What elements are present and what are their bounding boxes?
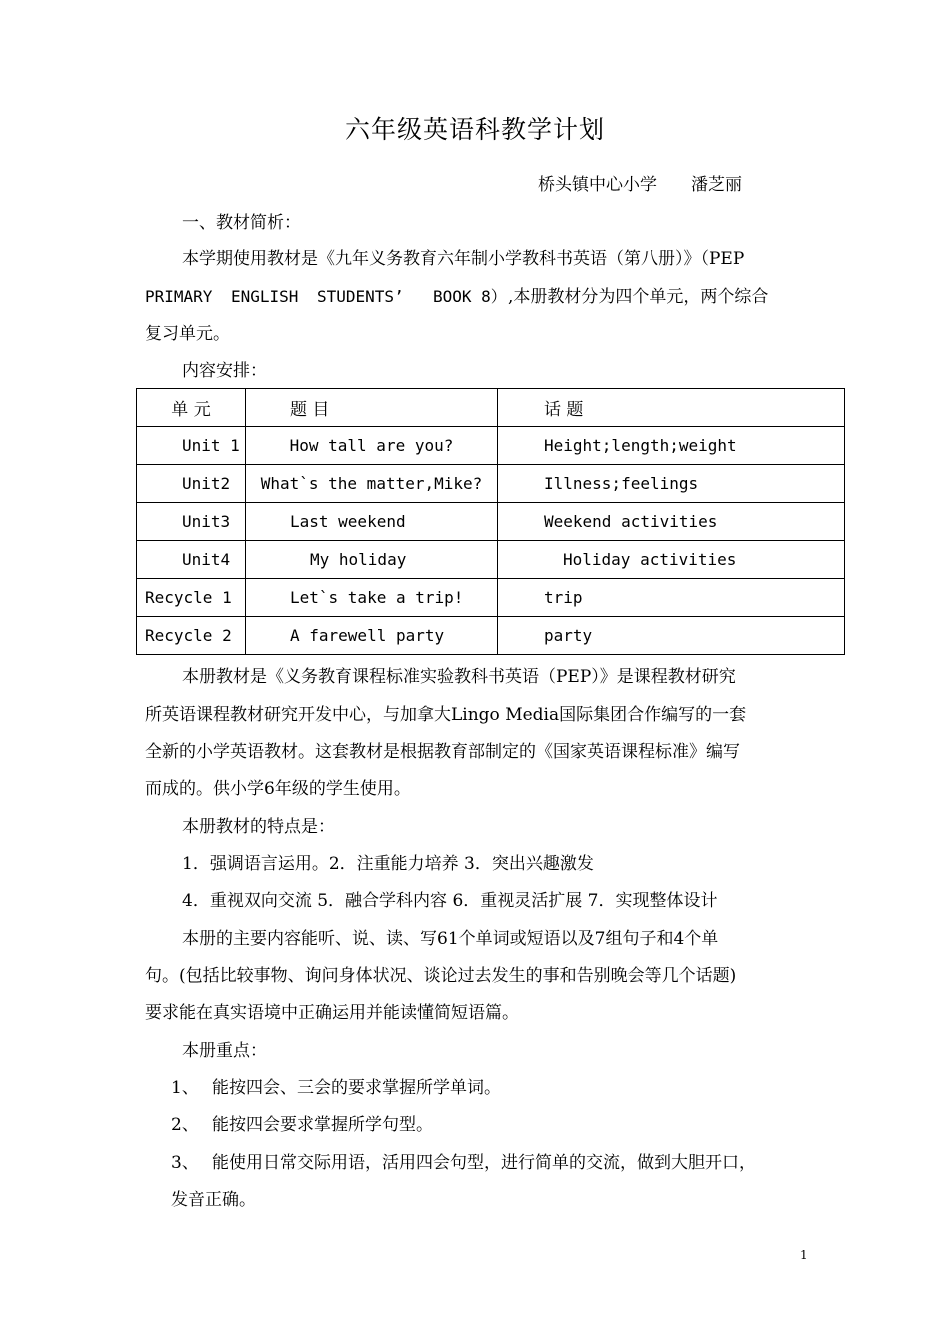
- header-title: 题 目: [246, 389, 498, 427]
- para1-line2-primary: PRIMARY: [145, 287, 213, 306]
- features-label: 本册教材的特点是：: [182, 817, 335, 837]
- para1-line1: 本学期使用教材是《九年义务教育六年制小学教科书英语（第八册）》（PEP: [182, 249, 745, 269]
- title-cell: Let`s take a trip!: [246, 579, 498, 617]
- topic-cell: Illness;feelings: [498, 465, 845, 503]
- focus-item-number: 3、: [171, 1153, 199, 1173]
- content-label: 内容安排：: [182, 361, 267, 381]
- para3-line1: 本册的主要内容能听、说、读、写61个单词或短语以及7组句子和4个单: [182, 929, 719, 949]
- focus-label: 本册重点：: [182, 1041, 267, 1061]
- title-cell: What`s the matter,Mike?: [246, 465, 498, 503]
- focus-item-text: 能使用日常交际用语，活用四会句型，进行简单的交流，做到大胆开口，: [212, 1153, 756, 1173]
- para2-line3: 全新的小学英语教材。这套教材是根据教育部制定的《国家英语课程标准》编写: [145, 742, 740, 762]
- topic-cell: trip: [498, 579, 845, 617]
- features-line1: 1．强调语言运用。2．注重能力培养 3．突出兴趣激发: [182, 854, 594, 874]
- page-title: 六年级英语科教学计划: [344, 115, 605, 144]
- unit-cell: Unit2: [137, 465, 246, 503]
- section-heading: 一、教材简析：: [182, 213, 301, 233]
- para1-line2-english: ENGLISH: [231, 287, 299, 306]
- para1-line2-rest: ,本册教材分为四个单元，两个综合: [508, 287, 769, 307]
- author-line: 桥头镇中心小学 潘芝丽: [538, 175, 742, 195]
- para2-line1: 本册教材是《义务教育课程标准实验教科书英语（PEP）》是课程教材研究: [182, 667, 736, 687]
- focus-item-text: 能按四会要求掌握所学句型。: [212, 1115, 433, 1135]
- title-cell: How tall are you?: [246, 427, 498, 465]
- para3-line2: 句。(包括比较事物、询问身体状况、谈论过去发生的事和告别晚会等几个话题): [145, 966, 737, 986]
- title-cell: Last weekend: [246, 503, 498, 541]
- para1-line2-book: BOOK 8）: [433, 287, 507, 306]
- page-number: 1: [800, 1248, 808, 1262]
- topic-cell: Height;length;weight: [498, 427, 845, 465]
- title-cell: My holiday: [246, 541, 498, 579]
- table-row: [137, 617, 845, 655]
- topic-cell: party: [498, 617, 845, 655]
- unit-cell: Unit4: [137, 541, 246, 579]
- table-header-row: [137, 389, 845, 427]
- focus-item-number: 2、: [171, 1115, 199, 1135]
- unit-cell: Unit 1: [137, 427, 246, 465]
- topic-cell: Weekend activities: [498, 503, 845, 541]
- features-line2: 4．重视双向交流 5．融合学科内容 6．重视灵活扩展 7．实现整体设计: [182, 891, 718, 911]
- title-cell: A farewell party: [246, 617, 498, 655]
- header-unit: 单 元: [137, 389, 246, 427]
- para1-line2-students: STUDENTS’: [317, 287, 404, 306]
- table-row: [137, 427, 845, 465]
- para1-line3: 复习单元。: [145, 324, 230, 344]
- table-row: [137, 503, 845, 541]
- table-row: [137, 579, 845, 617]
- unit-cell: Recycle 1: [137, 579, 246, 617]
- unit-cell: Unit3: [137, 503, 246, 541]
- table-row: [137, 465, 845, 503]
- header-topic: 话 题: [498, 389, 845, 427]
- para3-line3: 要求能在真实语境中正确运用并能读懂简短语篇。: [145, 1003, 519, 1023]
- table-row: [137, 541, 845, 579]
- topic-cell: Holiday activities: [498, 541, 845, 579]
- para2-line2: 所英语课程教材研究开发中心，与加拿大Lingo Media国际集团合作编写的一套: [145, 705, 747, 725]
- focus-item-text: 能按四会、三会的要求掌握所学单词。: [212, 1078, 501, 1098]
- focus-item-number: 1、: [171, 1078, 199, 1098]
- content-table: [136, 388, 845, 655]
- focus-item-continuation: 发音正确。: [171, 1190, 256, 1210]
- unit-cell: Recycle 2: [137, 617, 246, 655]
- para2-line4: 而成的。供小学6年级的学生使用。: [145, 779, 411, 799]
